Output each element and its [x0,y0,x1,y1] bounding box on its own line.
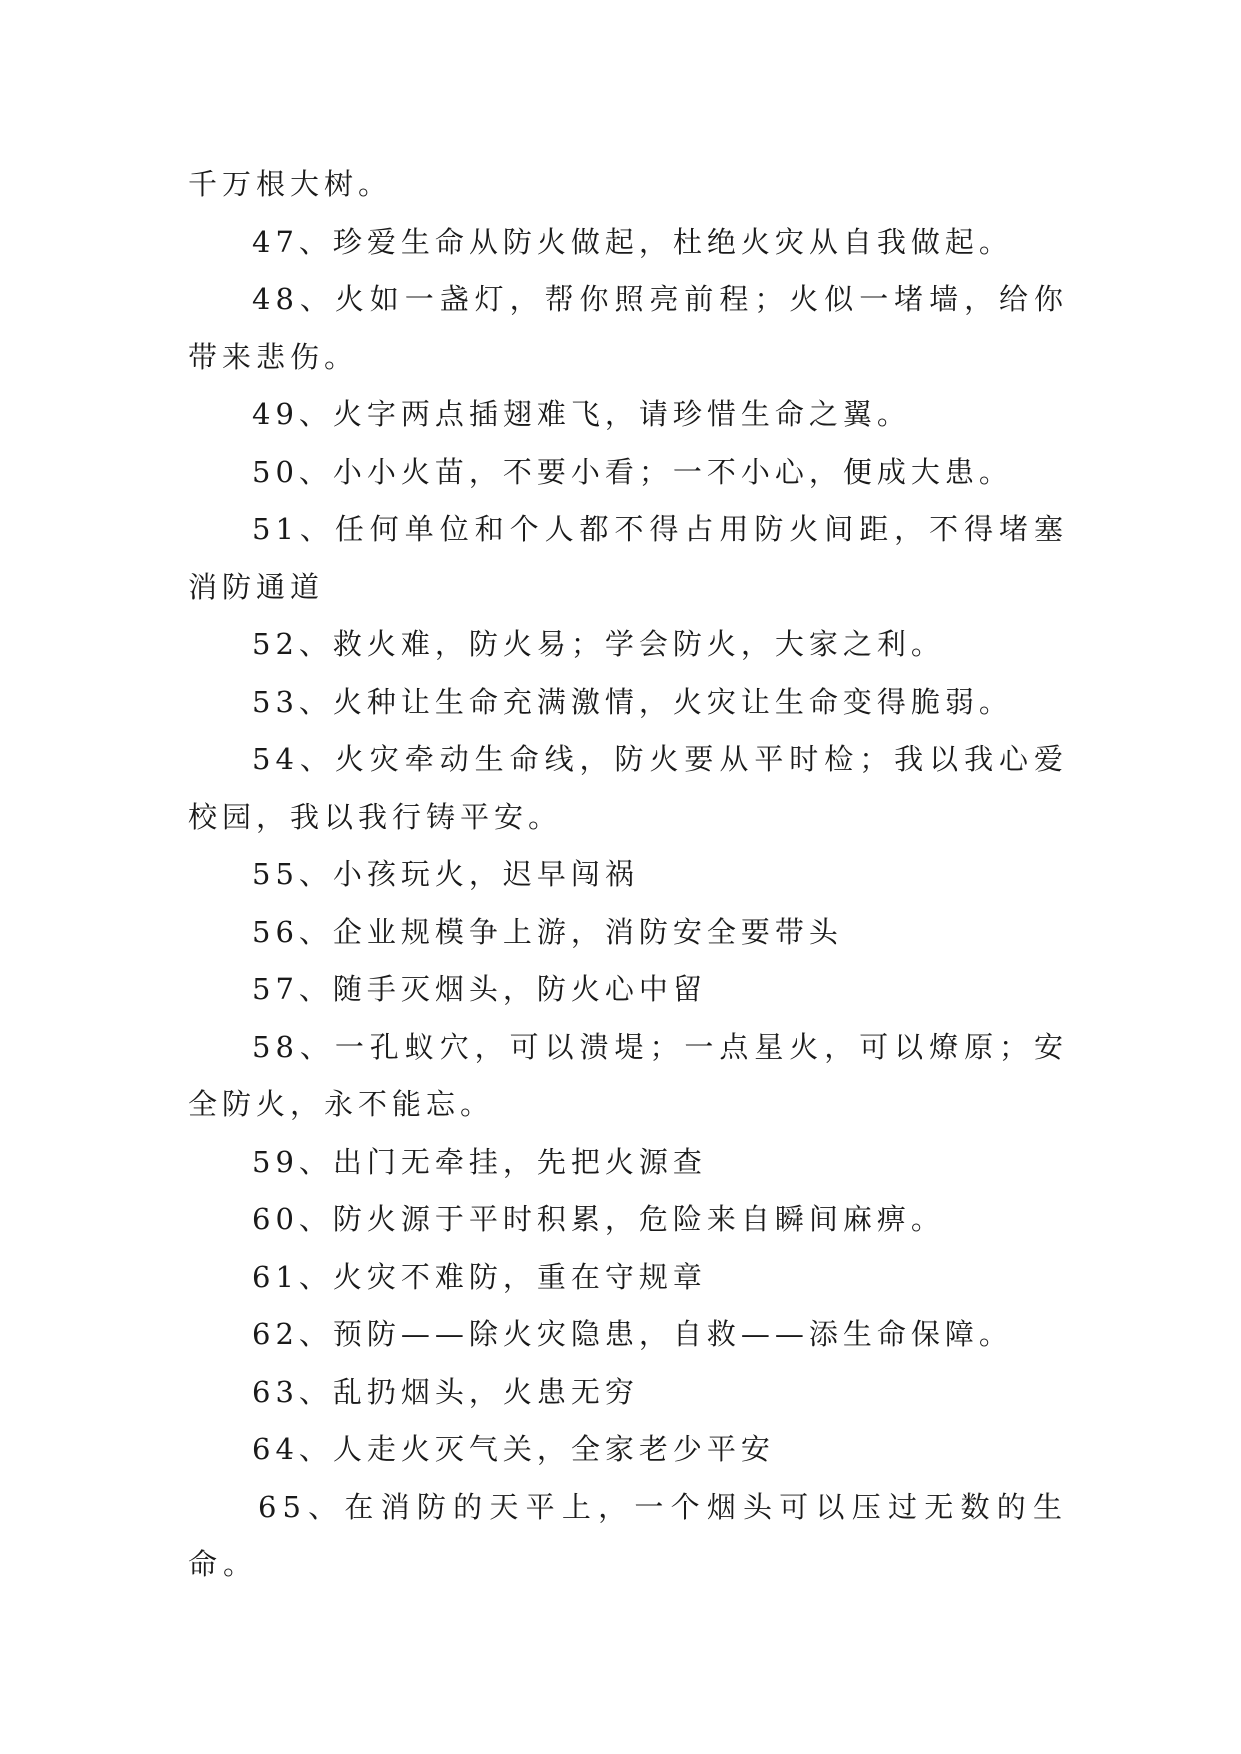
slogan-52: 52、救火难，防火易；学会防火，大家之利。 [252,627,945,661]
slogan-51: 51、任何单位和个人都不得占用防火间距，不得堵塞消防通道 [188,512,1068,604]
slogan-61: 61、火灾不难防，重在守规章 [252,1259,707,1294]
slogan-64: 64、人走火灭气关，全家老少平安 [252,1432,775,1466]
slogan-53: 53、火种让生命充满激情，火灾让生命变得脆弱。 [252,684,1013,719]
slogan-50: 50、小小火苗，不要小看；一不小心，便成大患。 [252,454,1013,489]
slogan-62: 62、预防——除火灾隐患，自救——添生命保障。 [252,1317,1013,1351]
slogan-63: 63、乱扔烟头，火患无穷 [252,1374,639,1409]
document-body [188,156,1068,1594]
slogan-58: 58、一孔蚁穴，可以溃堤；一点星火，可以燎原；安全防火，永不能忘。 [188,1029,1068,1121]
slogan-60: 60、防火源于平时积累，危险来自瞬间麻痹。 [252,1202,945,1236]
slogan-47: 47、珍爱生命从防火做起，杜绝火灾从自我做起。 [252,224,1013,259]
slogan-55: 55、小孩玩火，迟早闯祸 [252,857,639,891]
slogan-49: 49、火字两点插翅难飞，请珍惜生命之翼。 [252,397,911,431]
slogan-54: 54、火灾牵动生命线，防火要从平时检；我以我心爱校园，我以我行铸平安。 [188,742,1068,834]
slogan-65: 65、在消防的天平上，一个烟头可以压过无数的生命。 [188,1489,1068,1581]
slogan-57: 57、随手灭烟头，防火心中留 [252,972,707,1006]
slogan-59: 59、出门无牵挂，先把火源查 [252,1144,707,1179]
slogan-48: 48、火如一盏灯，帮你照亮前程；火似一堵墙，给你带来悲伤。 [188,282,1068,374]
slogan-56: 56、企业规模争上游，消防安全要带头 [252,914,843,949]
paragraph-continuation: 千万根大树。 [188,167,393,201]
